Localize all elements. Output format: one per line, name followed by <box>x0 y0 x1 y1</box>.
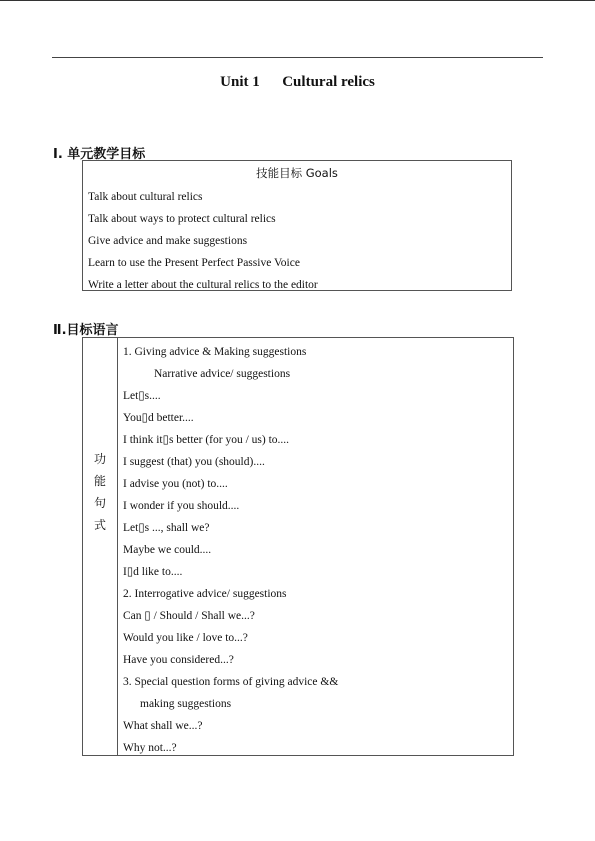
goal-row: Give advice and make suggestions <box>88 235 248 247</box>
goal-row: Talk about ways to protect cultural relics <box>88 213 276 225</box>
side-label-char: 功 <box>93 452 106 466</box>
header-rule <box>52 57 543 58</box>
list-item: 3. Special question forms of giving advice && <box>123 676 339 688</box>
list-item: You▯d better.... <box>123 412 194 424</box>
side-label-char: 能 <box>93 474 106 488</box>
list-item: I wonder if you should.... <box>123 500 240 512</box>
goal-row: Talk about cultural relics <box>88 191 203 203</box>
list-item: Let▯s ..., shall we? <box>123 522 210 534</box>
section-heading-target-language: Ⅱ.目标语言 <box>53 323 119 338</box>
list-item: I advise you (not) to.... <box>123 478 228 490</box>
sentence-list <box>118 338 513 755</box>
list-item: Narrative advice/ suggestions <box>154 368 291 380</box>
goal-row: Write a letter about the cultural relics to the editor <box>88 279 318 291</box>
list-item: making suggestions <box>140 698 232 710</box>
list-item: I▯d like to.... <box>123 566 183 578</box>
list-item: I suggest (that) you (should).... <box>123 456 265 468</box>
list-item: Maybe we could.... <box>123 544 212 556</box>
section-heading-goals: I. 单元教学目标 <box>53 147 146 162</box>
goals-table <box>82 160 512 291</box>
page-top-border <box>0 0 595 1</box>
list-item: 1. Giving advice & Making suggestions <box>123 346 307 358</box>
side-label-functional-sentences <box>83 448 117 536</box>
page-title: Unit 1 Cultural relics <box>220 74 375 90</box>
side-label-char: 句 <box>93 496 106 510</box>
target-language-table <box>82 337 514 756</box>
list-item: What shall we...? <box>123 720 203 732</box>
list-item: Can ▯ / Should / Shall we...? <box>123 610 255 622</box>
list-item: Have you considered...? <box>123 654 234 666</box>
goal-row: Learn to use the Present Perfect Passive Voice <box>88 257 300 269</box>
list-item: Would you like / love to...? <box>123 632 248 644</box>
list-item: 2. Interrogative advice/ suggestions <box>123 588 287 600</box>
list-item: Let▯s.... <box>123 390 161 402</box>
list-item: I think it▯s better (for you / us) to.... <box>123 434 290 446</box>
side-label-char: 式 <box>93 518 106 532</box>
goals-table-header: 技能目标 Goals <box>256 166 338 180</box>
side-label-cell <box>83 338 118 755</box>
list-item: Why not...? <box>123 742 177 754</box>
